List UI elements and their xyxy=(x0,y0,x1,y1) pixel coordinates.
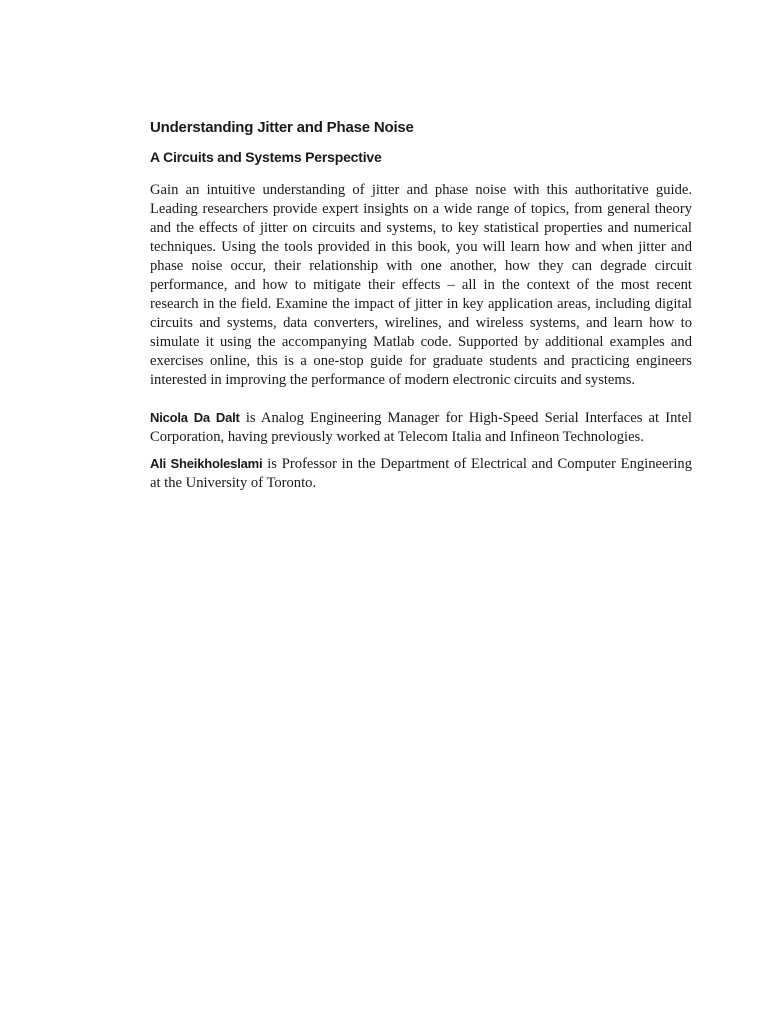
book-blurb-page xyxy=(150,118,692,493)
author-bio-2 xyxy=(150,454,692,493)
book-title: Understanding Jitter and Phase Noise xyxy=(150,119,414,136)
book-subtitle: A Circuits and Systems Perspective xyxy=(150,149,382,165)
author-bio-1 xyxy=(150,408,692,447)
author-bio-text-2: is Professor in the Department of Electrical and Computer Engineering at the University of Toronto. xyxy=(150,456,693,491)
book-description: Gain an intuitive understanding of jitter and phase noise with this authoritative guide. Leading researchers provide expert insights on a wide range of topics, from general theory and the effects of jitter on circuits and systems, to key statistical properties and numerical techniques. Using the tools provided in this book, you will learn how and when jitter and phase noise occur, their relationship with one another, how they can degrade circuit performance, and how to mitigate their effects – all in the context of the most recent research in the field. Examine the impact of jitter in key application areas, including digital circuits and systems, data converters, wirelines, and wireless systems, and learn how to simulate it using the accompanying Matlab code. Supported by additional examples and exercises online, this is a one-stop guide for graduate students and practicing engineers interested in improving the performance of modern electronic circuits and systems. xyxy=(150,182,692,388)
author-name-2: Ali Sheikholeslami xyxy=(150,456,263,471)
author-bio-text-1: is Analog Engineering Manager for High-Speed Serial Interfaces at Intel Corporation, having previously worked at Telecom Italia and Infineon Technologies. xyxy=(150,410,692,445)
author-name-1: Nicola Da Dalt xyxy=(150,410,240,425)
